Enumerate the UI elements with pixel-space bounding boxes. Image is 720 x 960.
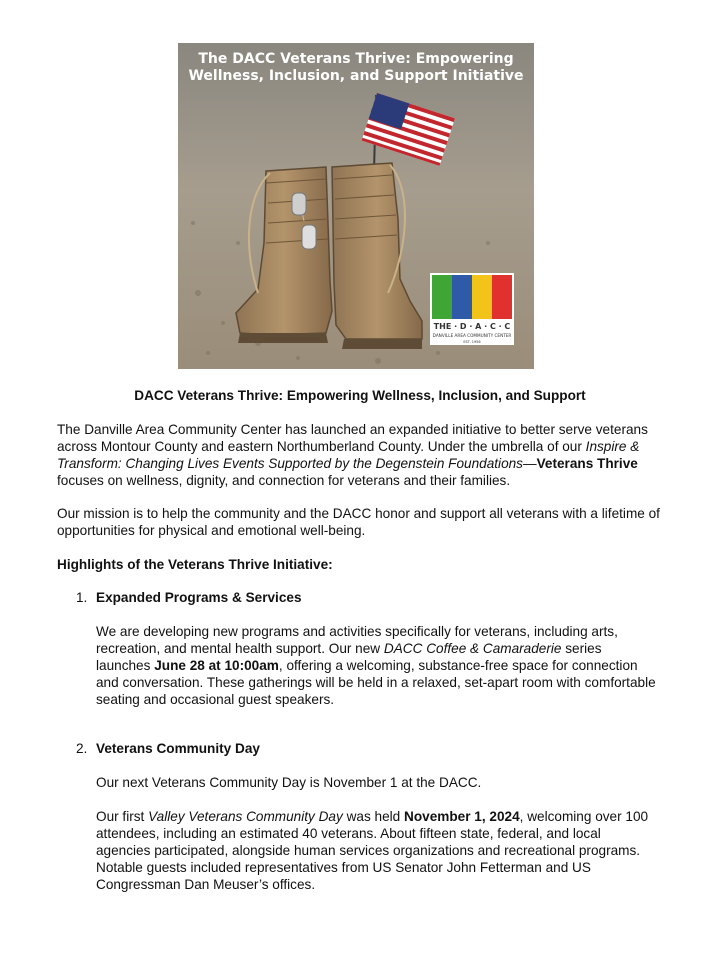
boots-flag-illustration xyxy=(178,43,534,369)
mission-paragraph: Our mission is to help the community and the DACC honor and support all veterans with a lifetime of opportunities for physical and emotional well-being. xyxy=(57,506,660,538)
document-title: DACC Veterans Thrive: Empowering Wellness, Inclusion, and Support xyxy=(134,388,586,403)
event-date: November 1, 2024 xyxy=(404,809,520,824)
item-2-text-end: , welcoming over 100 attendees, including an estimated 40 veterans. About fifteen state, federal, and local agencies participated, alongside human services organizations and recreational programs. Notable guests included representatives from US Senator John Fetterman and US Congressman Dan Meuser’s offices. xyxy=(96,809,649,892)
logo-letters: THE · D · A · C · C xyxy=(433,322,511,331)
community-day-name: Valley Veterans Community Day xyxy=(148,809,343,824)
hero-caption-line2: Wellness, Inclusion, and Support Initiative xyxy=(188,68,524,84)
highlights-heading: Highlights of the Veterans Thrive Initiative: xyxy=(57,557,333,572)
inspire-transform-title: Inspire & Transform: Changing Lives Events Supported by the Degenstein Foundations xyxy=(57,439,640,471)
item-1-paragraph xyxy=(96,623,656,708)
item-1-text: We are developing new programs and activities specifically for veterans, including arts, recreation, and mental health support. Our new xyxy=(96,624,618,656)
item-1-text-end: , offering a welcoming, substance-free space for connection and conversation. These gatherings will be held in a relaxed, set-apart room with comfortable seating and occasional guest speakers. xyxy=(96,658,656,707)
veterans-thrive-name: Veterans Thrive xyxy=(536,456,638,471)
logo-name: DANVILLE AREA COMMUNITY CENTER xyxy=(432,333,512,338)
intro-text: The Danville Area Community Center has launched an expanded initiative to better serve veterans across Montour County and eastern Northumberland County. Under the umbrella of our xyxy=(57,422,648,454)
launch-date: June 28 at 10:00am xyxy=(154,658,279,673)
item-2-text: was held xyxy=(342,809,405,824)
item-2-text: Our first xyxy=(96,809,149,824)
item-2-paragraph-1: Our next Veterans Community Day is November 1 at the DACC. xyxy=(96,775,482,790)
item-2-paragraph-2 xyxy=(96,808,656,893)
em-dash: — xyxy=(522,456,537,471)
dacc-logo xyxy=(430,273,514,345)
intro-text-end: focuses on wellness, dignity, and connection for veterans and their families. xyxy=(57,473,511,488)
hero-caption-line1: The DACC Veterans Thrive: Empowering xyxy=(198,51,514,67)
item-title: Veterans Community Day xyxy=(96,741,260,756)
hero-image xyxy=(178,43,534,369)
item-number: 1. xyxy=(76,590,88,605)
intro-paragraph xyxy=(57,421,667,489)
coffee-camaraderie-name: DACC Coffee & Camaraderie xyxy=(383,641,562,656)
item-1-text: series launches xyxy=(96,641,602,673)
highlight-item-2-heading xyxy=(76,741,260,756)
item-number: 2. xyxy=(76,741,88,756)
item-title: Expanded Programs & Services xyxy=(96,590,302,605)
highlight-item-1-heading xyxy=(76,590,302,605)
logo-est: EST. 1956 xyxy=(463,340,481,344)
